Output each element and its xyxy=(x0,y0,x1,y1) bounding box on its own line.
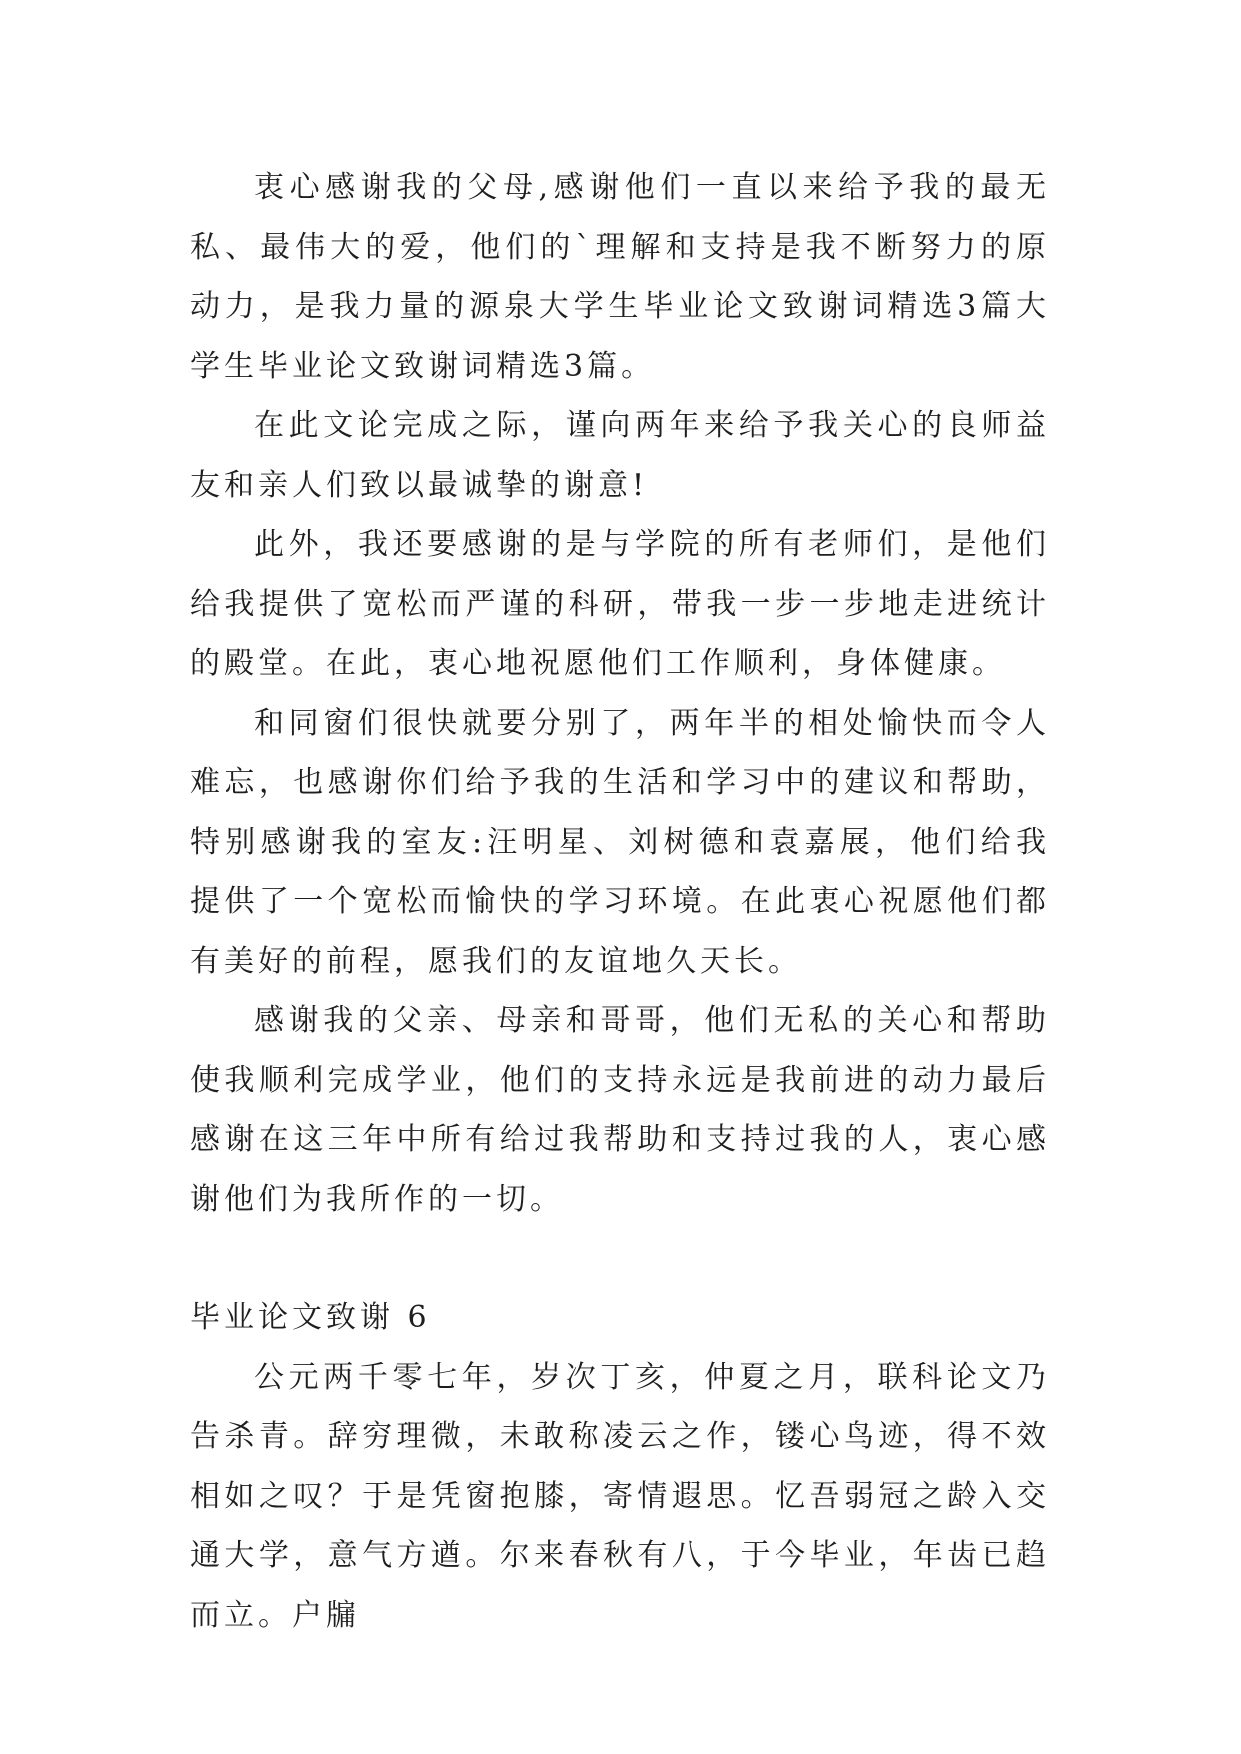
paragraph: 在此文论完成之际，谨向两年来给予我关心的良师益友和亲人们致以最诚挚的谢意! xyxy=(190,408,1050,503)
paragraph: 衷心感谢我的父母,感谢他们一直以来给予我的最无私、最伟大的爱，他们的`理解和支持是我不断努力的原动力，是我力量的源泉大学生毕业论文致谢词精选3篇大学生毕业论文致谢词精选3篇。 xyxy=(190,170,1050,384)
paragraph: 公元两千零七年，岁次丁亥，仲夏之月，联科论文乃告杀青。辞穷理微，未敢称凌云之作，镂心鸟迹，得不效相如之叹？于是凭窗抱膝，寄情遐思。忆吾弱冠之龄入交通大学，意气方遒。尔来春秋有八，于今毕业，年齿已趋而立。户牖 xyxy=(190,1359,1050,1633)
section-heading: 毕业论文致谢 6 xyxy=(190,1300,431,1335)
document-body xyxy=(190,158,1050,1645)
paragraph: 此外，我还要感谢的是与学院的所有老师们，是他们给我提供了宽松而严谨的科研，带我一步一步地走进统计的殿堂。在此，衷心地祝愿他们工作顺利，身体健康。 xyxy=(190,527,1050,681)
paragraph: 感谢我的父亲、母亲和哥哥，他们无私的关心和帮助使我顺利完成学业，他们的支持永远是我前进的动力最后感谢在这三年中所有给过我帮助和支持过我的人，衷心感谢他们为我所作的一切。 xyxy=(190,1003,1050,1217)
paragraph: 和同窗们很快就要分别了，两年半的相处愉快而令人难忘，也感谢你们给予我的生活和学习中的建议和帮助，特别感谢我的室友:汪明星、刘树德和袁嘉展，他们给我提供了一个宽松而愉快的学习环境。在此衷心祝愿他们都有美好的前程，愿我们的友谊地久天长。 xyxy=(190,705,1050,979)
